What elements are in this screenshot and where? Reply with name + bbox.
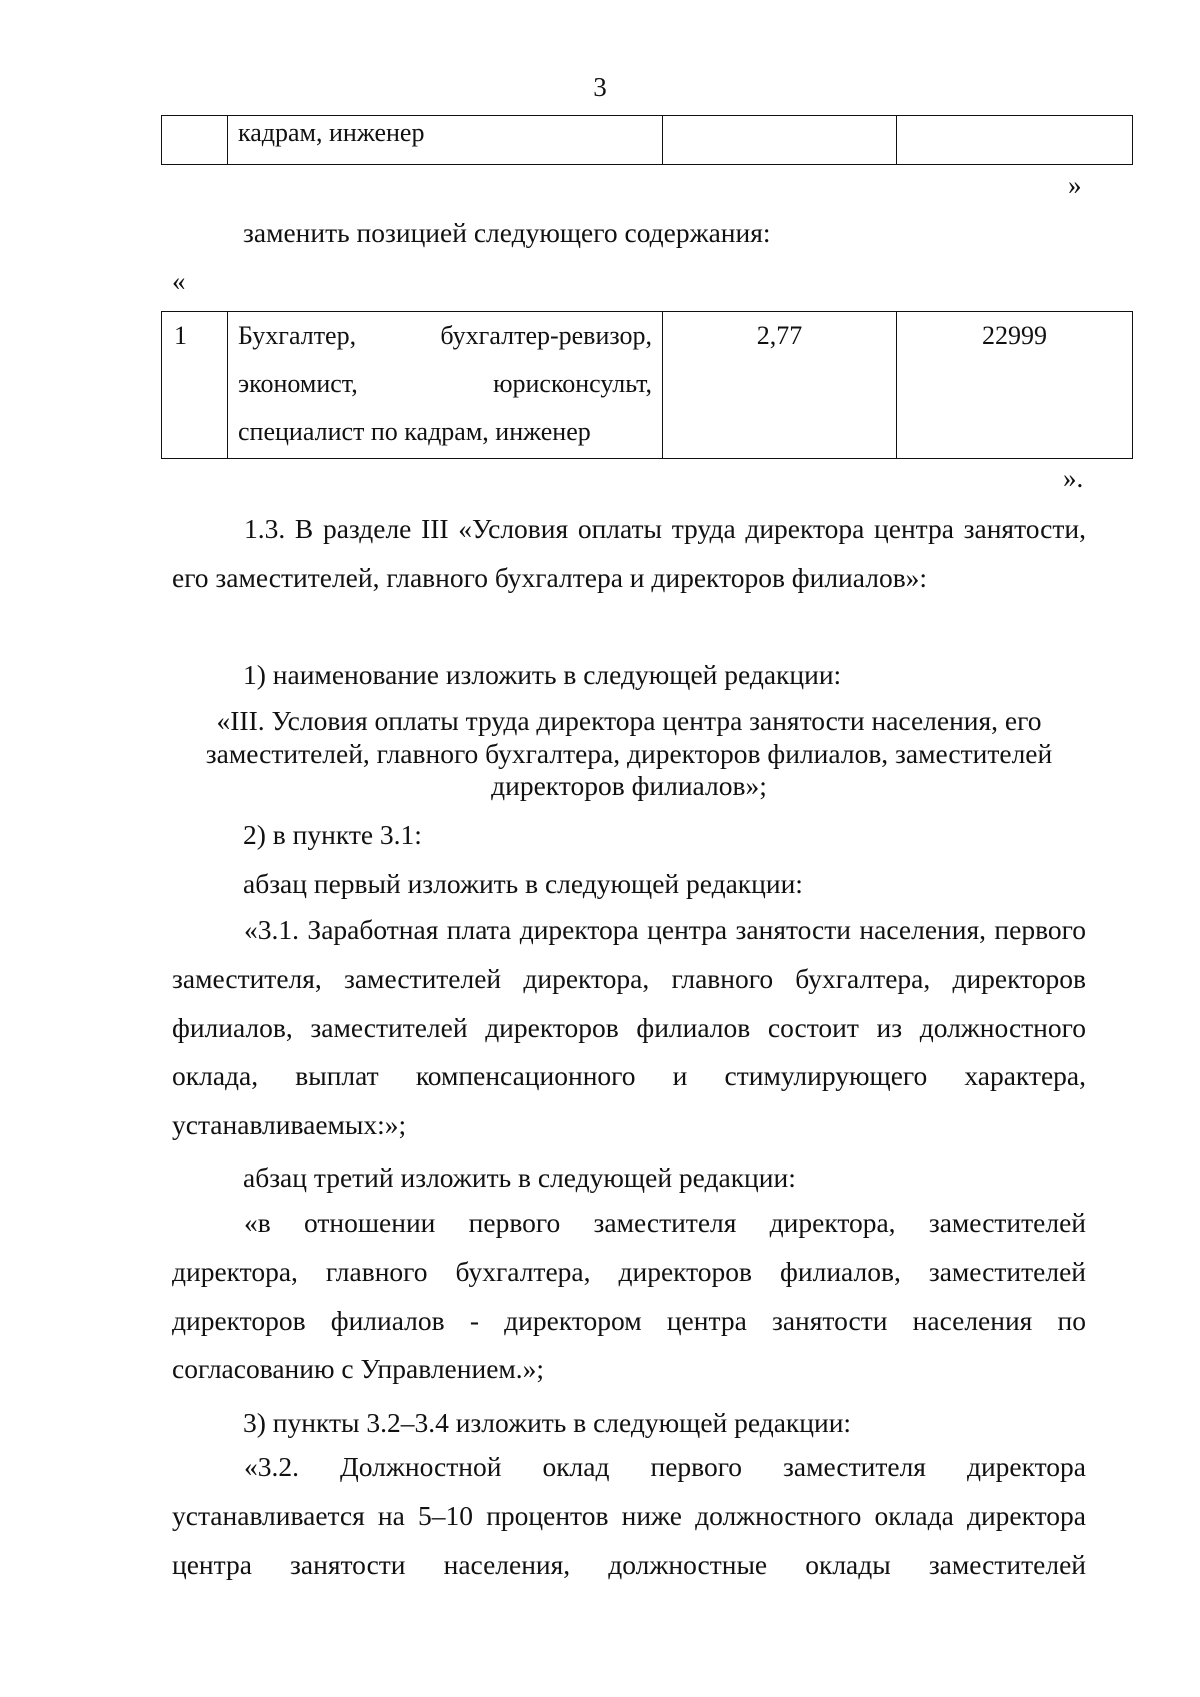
close-quote-dot: ». [1063, 463, 1084, 493]
table-cell-coefficient [663, 116, 897, 165]
table-cell-salary [897, 116, 1133, 165]
table-cell-title [228, 312, 663, 459]
title-line: Бухгалтер, бухгалтер-ревизор, [238, 321, 652, 350]
table-cell-number [162, 116, 228, 165]
paragraph-3-1: «3.1. Заработная плата директора центра занятости населения, первого заместителя, заместителей директора, главного бухгалтера, директоров филиалов, заместителей директоров филиалов состоит из должностного оклада, выплат компенсационного и стимулирующего характера, устанавливаемых:»; [172, 914, 1086, 1141]
item-2: 2) в пункте 3.1: [243, 819, 422, 850]
title-block-line: «III. Условия оплаты труда директора центра занятости населения, его [216, 705, 1042, 736]
new-position-table [161, 311, 1133, 459]
abzac-first: абзац первый изложить в следующей редакции: [243, 868, 803, 899]
old-position-table [161, 115, 1133, 165]
paragraph-otnoshenii: «в отношении первого заместителя директора, заместителей директора, главного бухгалтера, директоров филиалов, заместителей директоров филиалов - директором центра занятости населения по согласованию с Управлением.»; [172, 1207, 1086, 1385]
close-quote: » [1068, 170, 1082, 200]
page-number: 3 [593, 72, 607, 102]
item-1: 1) наименование изложить в следующей редакции: [243, 659, 842, 690]
table-cell-title: кадрам, инженер [228, 116, 663, 165]
title-line: специалист по кадрам, инженер [238, 417, 591, 446]
open-quote: « [172, 266, 186, 296]
table-row [162, 312, 1133, 459]
paragraph-3-2: «3.2. Должностной оклад первого заместителя директора устанавливается на 5–10 процентов ниже должностного оклада директора центра занятости населения, должностные оклады заместителей [172, 1451, 1086, 1580]
item-3: 3) пункты 3.2–3.4 изложить в следующей редакции: [243, 1407, 852, 1438]
title-line: экономист, юрисконсульт, [238, 369, 652, 398]
section-1-3: 1.3. В разделе III «Условия оплаты труда директора центра занятости, его заместителей, главного бухгалтера и директоров филиалов»: [172, 513, 1086, 593]
section-title-block [172, 705, 1086, 803]
replace-intro: заменить позицией следующего содержания: [243, 217, 771, 248]
table-row [162, 116, 1133, 165]
table-cell-number: 1 [162, 312, 228, 459]
table-cell-coefficient: 2,77 [663, 312, 897, 459]
title-block-line: заместителей, главного бухгалтера, директоров филиалов, заместителей [205, 737, 1053, 769]
table-cell-salary: 22999 [897, 312, 1133, 459]
abzac-third: абзац третий изложить в следующей редакции: [243, 1162, 796, 1193]
title-block-line: директоров филиалов»; [491, 770, 767, 801]
